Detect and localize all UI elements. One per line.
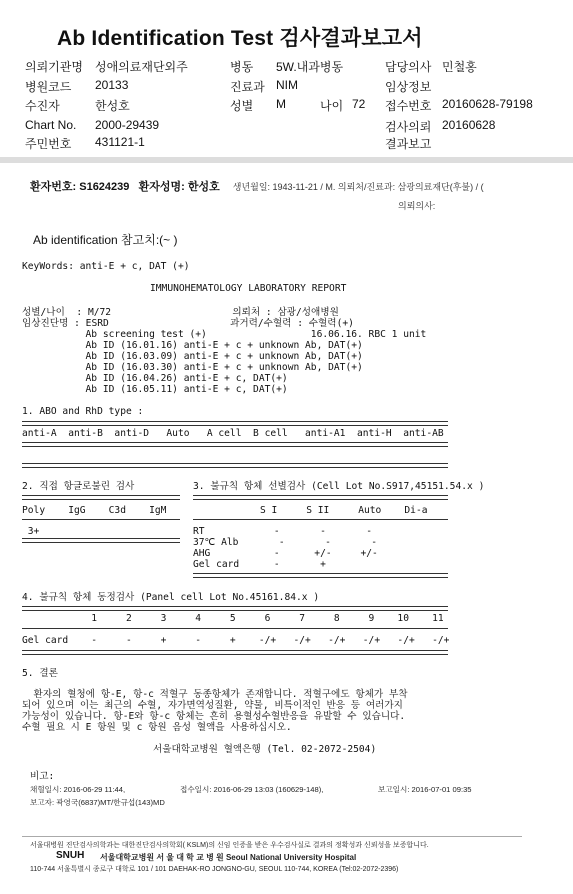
patient-no-value: S1624239 — [79, 181, 130, 193]
collect-time: 채혈일시: 2016-06-29 11:44, — [30, 785, 126, 794]
accession-value: 20160628-79198 — [442, 97, 533, 111]
rule — [22, 650, 448, 655]
conclusion-title: 5. 결론 — [22, 668, 58, 679]
abo-title: 1. ABO and RhD type : — [22, 406, 144, 417]
info-line-1: 성별/나이 : M/72 의뢰처 : 삼광/성애병원 — [22, 307, 339, 318]
rule — [22, 421, 448, 426]
dat-title: 2. 직접 항글로불린 검사 — [22, 481, 135, 492]
rrn-value: 431121-1 — [95, 135, 145, 149]
ward-label: 병동 — [230, 60, 254, 74]
screen-row-ahg: AHG - +/- +/- — [193, 548, 378, 559]
request-date-value: 20160628 — [442, 118, 496, 132]
screen-row-37c: 37℃ Alb - - - — [193, 537, 378, 548]
patient-name-value: 한성호 — [187, 181, 220, 193]
signature: 서울대학교병원 혈액은행 (Tel. 02-2072-2504) — [153, 744, 377, 755]
age-value: 72 — [352, 97, 366, 111]
report-title: Ab Identification Test 검사결과보고서 — [57, 27, 423, 50]
chart-no-value: 2000-29439 — [95, 118, 160, 132]
rule — [193, 573, 448, 578]
footer-rule — [22, 836, 522, 837]
patient-bar — [30, 178, 484, 194]
receiver-label: 수진자 — [25, 99, 60, 113]
lab-title: IMMUNOHEMATOLOGY LABORATORY REPORT — [150, 283, 347, 294]
rule — [193, 495, 448, 500]
abo-header: anti-A anti-B anti-D Auto A cell B cell anti-A1 anti-H anti-AB — [22, 428, 444, 439]
screen-header: S I S II Auto Di-a — [260, 505, 428, 516]
conclusion-line-1: 환자의 혈청에 항-E, 항-c 적혈구 동종항체가 존재합니다. 적혈구에도 항체가 부착 — [22, 689, 408, 700]
panel-title: 4. 불규칙 항체 동정검사 (Panel cell Lot No.45161.84.x ) — [22, 592, 320, 603]
patient-no-label: 환자번호: — [30, 181, 77, 193]
receive-time: 접수일시: 2016-06-29 13:03 (160629-148), — [180, 785, 324, 794]
age-label: 나이 — [320, 99, 344, 113]
panel-row-gel: Gel card - - + - + -/+ -/+ -/+ -/+ -/+ -/+ — [22, 635, 450, 646]
dat-header: Poly IgG C3d IgM — [22, 505, 167, 516]
accession-label: 접수번호 — [385, 99, 432, 113]
rule — [193, 519, 448, 520]
sex-value: M — [276, 97, 286, 111]
request-date-label: 검사의뢰 — [385, 120, 432, 134]
clinical-info-label: 임상정보 — [385, 80, 432, 94]
conclusion-line-4: 수혈 필요 시 E 항원 및 c 항원 음성 혈액을 사용하십시오. — [22, 722, 292, 733]
info-line-2: 임상진단명 : ESRD 과거력/수혈력 : 수혈력(+) — [22, 318, 354, 329]
institution-value: 성애의료재단외주 — [95, 60, 188, 74]
info-line-3: Ab screening test (+) 16.06.16. RBC 1 unit — [22, 329, 427, 340]
rule — [22, 442, 448, 447]
keywords: KeyWords: anti-E + c, DAT (+) — [22, 261, 190, 272]
patient-demographics: 생년월일: 1943-11-21 / M. 의뢰처/진료과: 삼광의료재단(후불) / ( — [232, 182, 484, 192]
screen-title: 3. 불규칙 항체 선별검사 (Cell Lot No.S917,45151.54.x ) — [193, 481, 485, 492]
doctor-value: 민철홍 — [442, 60, 477, 74]
ward-value: 5W.내과병동 — [276, 60, 344, 74]
rule — [22, 463, 448, 468]
rule — [22, 538, 180, 543]
report-date-label: 결과보고 — [385, 137, 432, 151]
info-line-6: Ab ID (16.03.30) anti-E + c + unknown Ab, DAT(+) — [22, 362, 363, 373]
sex-label: 성별 — [230, 99, 254, 113]
hospital-code-label: 병원코드 — [25, 80, 72, 94]
certification: 서울대병원 진단검사의학과는 대한진단검사의학회( KSLM)의 신임 인증을 받은 우수검사실로 결과의 정확성과 신뢰성을 보증합니다. — [30, 842, 429, 849]
rule — [22, 606, 448, 611]
info-line-5: Ab ID (16.03.09) anti-E + c + unknown Ab, DAT(+) — [22, 351, 363, 362]
conclusion-line-2: 되어 있으며 이는 최근의 수혈, 자가면역성질환, 약물, 비특이적인 반응 등 여러가지 — [22, 700, 403, 711]
rule — [22, 519, 180, 520]
requesting-doctor: 의뢰의사: — [398, 201, 436, 211]
conclusion-line-3: 가능성이 있습니다. 항-E와 항-c 항체는 흔히 용혈성수혈반응을 유발할 수 있습니다. — [22, 711, 406, 722]
chart-no-label: Chart No. — [25, 118, 77, 132]
reporter: 보고자: 곽영국(6837)MT/한규섭(143)MD — [30, 798, 165, 807]
remark-label: 비고: — [30, 771, 55, 782]
screen-row-rt: RT - - - — [193, 526, 373, 537]
department-value: NIM — [276, 78, 298, 92]
hospital-name: 서울대학교병원 서 울 대 학 교 병 원 Seoul National University Hospital — [100, 853, 357, 862]
screen-row-gel: Gel card - + — [193, 559, 326, 570]
report-time: 보고일시: 2016-07-01 09:35 — [378, 785, 472, 794]
rule — [22, 495, 180, 500]
hospital-code-value: 20133 — [95, 78, 129, 92]
department-label: 진료과 — [230, 80, 265, 94]
report-heading: Ab identification 참고치:(~ ) — [33, 233, 178, 247]
rrn-label: 주민번호 — [25, 137, 72, 151]
info-line-8: Ab ID (16.05.11) anti-E + c, DAT(+) — [22, 384, 288, 395]
rule — [22, 628, 448, 629]
receiver-value: 한성호 — [95, 99, 130, 113]
snuh-logo: SNUH — [56, 850, 85, 861]
doctor-label: 담당의사 — [385, 60, 432, 74]
patient-name-label: 환자성명: — [138, 181, 185, 193]
dat-value: 3+ — [22, 526, 40, 537]
institution-label: 의뢰기관명 — [25, 60, 83, 74]
header-separator — [0, 157, 573, 163]
info-line-4: Ab ID (16.01.16) anti-E + c + unknown Ab, DAT(+) — [22, 340, 363, 351]
hospital-address: 110-744 서울특별시 종로구 대학로 101 / 101 DAEHAK-RO JONGNO-GU, SEOUL 110-744, KOREA (Tel:02-2072-2396) — [30, 866, 399, 873]
panel-header: 1 2 3 4 5 6 7 8 9 10 11 — [22, 613, 444, 624]
info-line-7: Ab ID (16.04.26) anti-E + c, DAT(+) — [22, 373, 288, 384]
